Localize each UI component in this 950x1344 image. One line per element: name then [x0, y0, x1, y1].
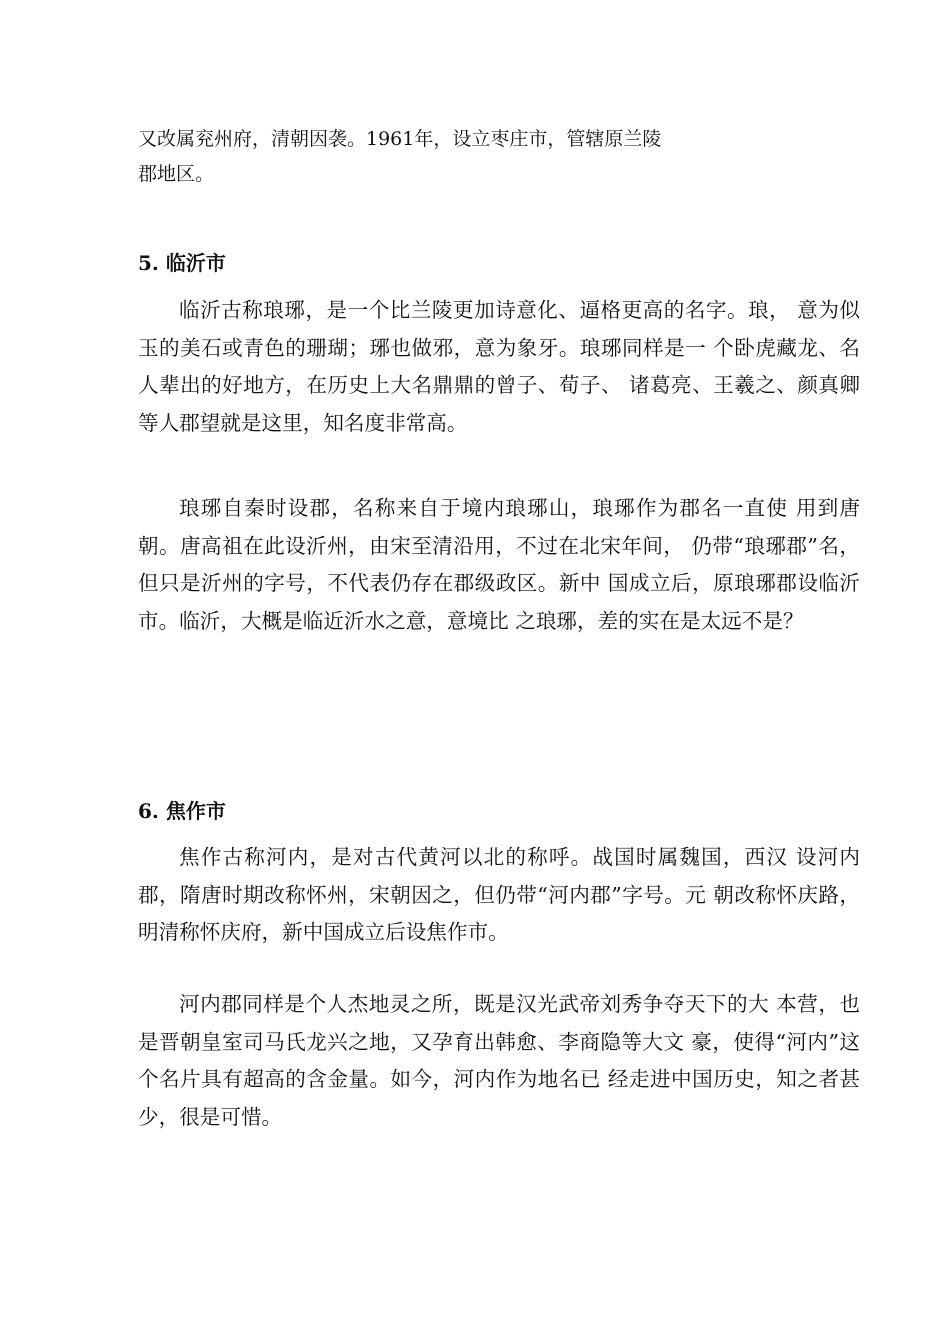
intro-paragraph: [138, 122, 738, 192]
linyi-paragraph-2: 琅琊自秦时设郡，名称来自于境内琅琊山，琅琊作为郡名一直使 用到唐朝。唐高祖在此设沂州，由宋至清沿用，不过在北宋年间， 仍带“琅琊郡”名，但只是沂州的字号，不代表仍存在郡级政区。新中 国成立后，原琅琊郡设临沂市。临沂，大概是临近沂水之意，意境比 之琅琊，差的实在是太远不是？: [138, 496, 860, 634]
intro-line: 又改属兖州府，清朝因袭。1961年，设立枣庄市，管辖原兰陵: [138, 128, 662, 150]
jiaozuo-paragraph-1: 焦作古称河内，是对古代黄河以北的称呼。战国时属魏国，西汉 设河内郡，隋唐时期改称怀州，宋朝因之，但仍带“河内郡”字号。元 朝改称怀庆路，明清称怀庆府，新中国成立后设焦作市。: [138, 845, 860, 945]
section-heading-linyi: 5. 临沂市: [138, 251, 226, 275]
intro-line: 郡地区。: [138, 163, 215, 185]
linyi-paragraph-1: 临沂古称琅琊，是一个比兰陵更加诗意化、逼格更高的名字。琅， 意为似玉的美石或青色的珊瑚；琊也做邪，意为象牙。琅琊同样是一 个卧虎藏龙、名人辈出的好地方，在历史上大名鼎鼎的曾子、荀子、 诸葛亮、王羲之、颜真卿等人郡望就是这里，知名度非常高。: [138, 298, 860, 436]
jiaozuo-paragraph-2: 河内郡同样是个人杰地灵之所，既是汉光武帝刘秀争夺天下的大 本营，也是晋朝皇室司马氏龙兴之地，又孕育出韩愈、李商隐等大文 豪，使得“河内”这个名片具有超高的含金量。如今，河内作为地名已 经走进中国历史，知之者甚少，很是可惜。: [138, 992, 860, 1130]
section-heading-jiaozuo: 6. 焦作市: [138, 799, 226, 823]
